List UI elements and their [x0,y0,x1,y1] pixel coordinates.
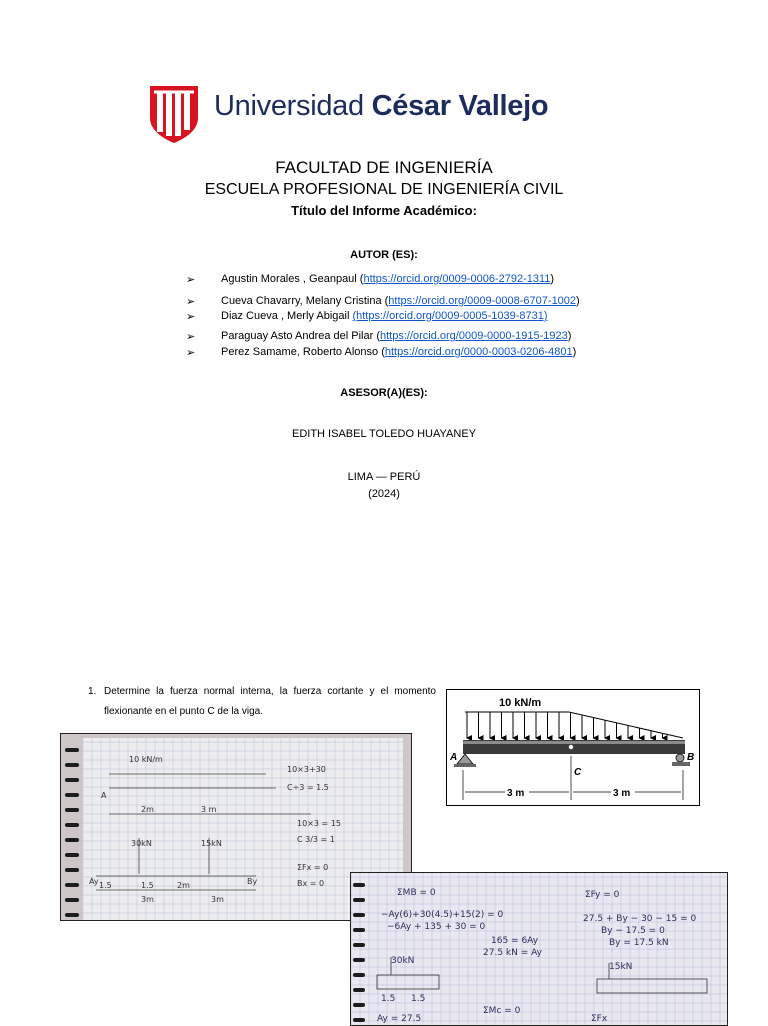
handwritten-note: 30kN [131,839,152,848]
span-right-label: 3 m [613,788,631,799]
handwritten-note: 1.5 [381,994,396,1004]
point-a-label: A [450,752,458,763]
handwritten-note: 27.5 kN = Ay [483,948,542,958]
handwritten-note: 27.5 + By − 30 − 15 = 0 [583,914,697,924]
handwritten-note: C 3/3 = 1 [297,835,335,844]
handwritten-note: By = 17.5 kN [609,938,669,948]
handwritten-note: 1.5 [99,881,112,890]
year: (2024) [368,488,400,500]
handwritten-note: 1.5 [141,881,154,890]
university-logo [148,84,578,144]
beam-figure [446,689,700,806]
handwritten-note: ΣMB = 0 [397,888,436,898]
problem-number: 1. [88,686,97,697]
handwritten-note: 10×3+30 [287,765,326,774]
handwritten-note: −Ay(6)+30(4.5)+15(2) = 0 [381,910,504,920]
faculty-heading: FACULTAD DE INGENIERÍA [275,158,493,177]
bullet-arrow-icon: ➢ [186,274,196,286]
load-label: 10 kN/m [499,697,542,709]
point-c-label: C [574,767,582,778]
university-name: Universidad César Vallejo [214,90,549,122]
handwritten-note: 10 kN/m [129,755,163,764]
handwritten-note: By [247,877,258,886]
orcid-link[interactable]: https://orcid.org/0009-0000-1915-1923 [379,330,568,342]
city-country: LIMA — PERÚ [347,471,421,483]
handwritten-note: 15kN [609,962,633,972]
advisor-name: EDITH ISABEL TOLEDO HUAYANEY [292,428,476,440]
handwritten-note: 15kN [201,839,222,848]
problem-text: Determine la fuerza normal interna, la fuerza cortante y el momento flexionante en el punto C de la viga. [104,686,436,717]
handwritten-note: 30kN [391,956,415,966]
handwritten-note: 165 = 6Ay [491,936,539,946]
handwritten-note: −6Ay + 135 + 30 = 0 [387,922,486,932]
handwritten-note: Bx = 0 [297,879,325,888]
handwritten-note: 10×3 = 15 [297,819,341,828]
handwritten-note: C÷3 = 1.5 [287,783,329,792]
handwritten-note: ΣFx = 0 [297,863,329,872]
handwritten-note: 1.5 [411,994,426,1004]
school-heading: ESCUELA PROFESIONAL DE INGENIERÍA CIVIL [204,181,564,198]
handwritten-note: 3m [211,895,224,904]
bullet-arrow-icon: ➢ [186,347,196,359]
advisors-heading: ASESOR(A)(ES): [340,387,428,399]
handwritten-note: Ay [89,877,99,886]
problem-statement [88,682,436,722]
handwritten-note: Ay = 27.5 [377,1014,422,1024]
bullet-arrow-icon: ➢ [186,296,196,308]
orcid-link[interactable]: (https://orcid.org/0009-0005-1039-8731) [352,310,548,322]
orcid-link[interactable]: https://orcid.org/0009-0008-6707-1002 [388,295,577,307]
bullet-arrow-icon: ➢ [186,331,196,343]
orcid-link[interactable]: https://orcid.org/0009-0006-2792-1311 [363,273,551,285]
span-left-label: 3 m [507,788,525,799]
handwritten-note: 3m [141,895,154,904]
handwritten-note: By − 17.5 = 0 [601,926,665,936]
bullet-arrow-icon: ➢ [186,311,196,323]
handwritten-note: ΣMc = 0 [483,1006,521,1016]
handwritten-note: 3 m [201,805,217,814]
notes-photo-2 [350,872,728,1026]
ucv-shield-icon [148,84,200,144]
report-title: Título del Informe Académico: [291,203,477,218]
orcid-link[interactable]: https://orcid.org/0000-0003-0206-4801 [384,346,573,358]
point-c-dot [569,745,573,749]
point-b-label: B [687,752,695,763]
handwritten-note: 2m [141,805,154,814]
handwritten-note: A [101,791,107,800]
handwritten-note: ΣFx [591,1014,608,1024]
distributed-load-arrows [467,712,663,738]
authors-heading: AUTOR (ES): [350,249,418,261]
handwritten-note: ΣFy = 0 [585,890,620,900]
handwritten-note: 2m [177,881,190,890]
